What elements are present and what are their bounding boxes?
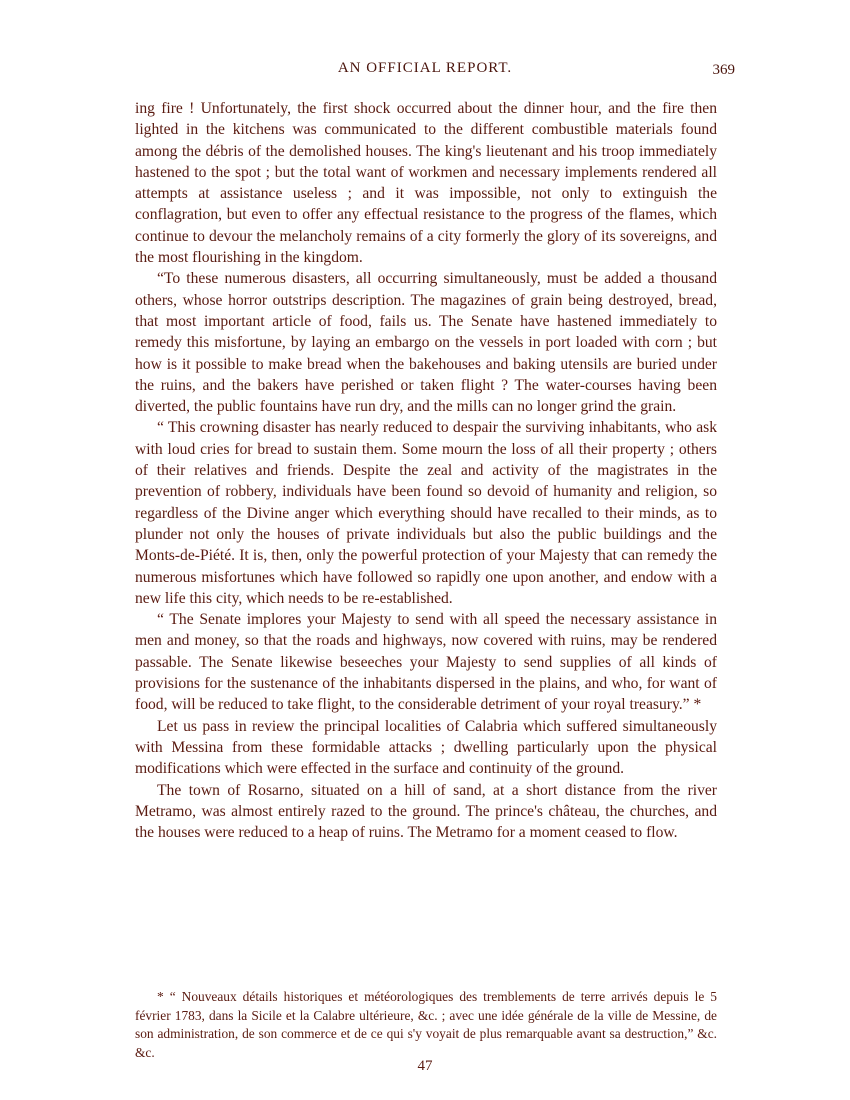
- footnote-text: * “ Nouveaux détails historiques et météorologiques des tremblements de terre arrivés depuis le 5 février 1783, dans la Sicile et la Calabre ultérieure, &c. ; avec une idée générale de la ville de Messine, de son administration, de son commerce et de ce qui s'y voyait de plus remarquable avant sa destruction,” &c. &c.: [135, 989, 717, 1060]
- paragraph-2: “To these numerous disasters, all occurring simultaneously, must be added a thousand others, whose horror outstrips description. The magazines of grain being destroyed, bread, that most important article of food, fails us. The Senate have hastened immediately to remedy this misfortune, by laying an embargo on the vessels in port loaded with corn ; but how is it possible to make bread when the bakehouses and baking utensils are buried under the ruins, and the bakers have perished or taken flight ? The water-courses having been diverted, the public fountains have run dry, and the mills can no longer grind the grain.: [135, 270, 717, 416]
- footnote: [135, 988, 717, 1062]
- paragraph-3: “ This crowning disaster has nearly reduced to despair the surviving inhabitants, who ask with loud cries for bread to sustain them. Some mourn the loss of all their property ; others of their relatives and friends. Despite the zeal and activity of the magistrates in the prevention of robbery, individuals have been found so devoid of humanity and religion, so regardless of the Divine anger which everything should have recalled to their minds, as to plunder not only the houses of private individuals but also the public buildings and the Monts-de-Piété. It is, then, only the powerful protection of your Majesty that can remedy the numerous misfortunes which have followed so rapidly one upon another, and endow with a new life this city, which needs to be re-established.: [135, 419, 717, 607]
- paragraph-6: The town of Rosarno, situated on a hill of sand, at a short distance from the river Metramo, was almost entirely razed to the ground. The prince's château, the churches, and the houses were reduced to a heap of ruins. The Metramo for a moment ceased to flow.: [135, 781, 717, 842]
- body-text: [135, 98, 717, 843]
- paragraph-5: Let us pass in review the principal localities of Calabria which suffered simultaneously with Messina from these formidable attacks ; dwelling particularly upon the physical modifications which were effected in the surface and continuity of the ground.: [135, 717, 717, 778]
- paragraph-4: “ The Senate implores your Majesty to send with all speed the necessary assistance in men and money, so that the roads and highways, now covered with ruins, may be rendered passable. The Senate likewise beseeches your Majesty to send supplies of all kinds of provisions for the sustenance of the inhabitants dispersed in the plains, and who, for want of food, will be reduced to take flight, to the considerable detriment of your royal treasury.” *: [135, 611, 717, 714]
- running-header-title: AN OFFICIAL REPORT.: [337, 60, 513, 76]
- page-number: 369: [712, 62, 735, 78]
- paragraph-1: ing fire ! Unfortunately, the first shock occurred about the dinner hour, and the fire then lighted in the kitchens was communicated to the different combustible materials found among the débris of the demolished houses. The king's lieutenant and his troop immediately hastened to the spot ; but the total want of workmen and necessary implements rendered all attempts at assistance useless ; and it was impossible, not only to extinguish the conflagration, but even to offer any effectual resistance to the progress of the flames, which continue to devour the melancholy remains of a city formerly the glory of its sovereigns, and the most flourishing in the kingdom.: [135, 100, 717, 267]
- signature-mark: 47: [417, 1058, 433, 1074]
